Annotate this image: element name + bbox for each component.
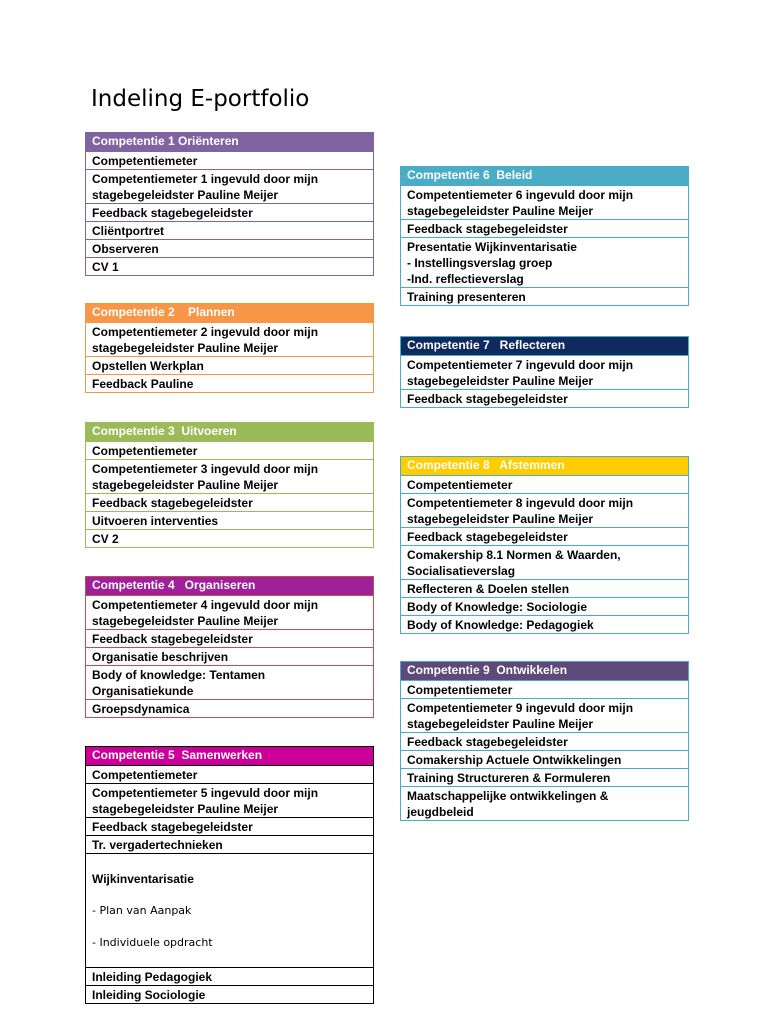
table-row: Feedback Pauline: [86, 374, 373, 392]
competentie-3-table: [85, 422, 374, 548]
table-row: Body of Knowledge: Sociologie: [401, 597, 688, 615]
sub-item: - Plan van Aanpak: [92, 904, 192, 917]
competentie-3-header: Competentie 3 Uitvoeren: [86, 423, 373, 441]
competentie-2-table: [85, 303, 374, 393]
table-row: Feedback stagebegeleidster: [401, 527, 688, 545]
competentie-7-table: [400, 336, 689, 408]
table-row: Competentiemeter: [86, 151, 373, 169]
competentie-8-table: [400, 456, 689, 634]
table-row: [86, 853, 373, 967]
table-row: Uitvoeren interventies: [86, 511, 373, 529]
table-row: Competentiemeter 5 ingevuld door mijn stagebegeleidster Pauline Meijer: [86, 783, 373, 817]
table-row: Competentiemeter 1 ingevuld door mijn stagebegeleidster Pauline Meijer: [86, 169, 373, 203]
table-row: CV 2: [86, 529, 373, 547]
table-row: Competentiemeter 3 ingevuld door mijn stagebegeleidster Pauline Meijer: [86, 459, 373, 493]
competentie-9-header: Competentie 9 Ontwikkelen: [401, 662, 688, 680]
table-row: Feedback stagebegeleidster: [401, 732, 688, 750]
table-row: Feedback stagebegeleidster: [86, 629, 373, 647]
competentie-7-header: Competentie 7 Reflecteren: [401, 337, 688, 355]
competentie-4-table: [85, 576, 374, 718]
table-row: Tr. vergadertechnieken: [86, 835, 373, 853]
competentie-5-header: Competentie 5 Samenwerken: [86, 747, 373, 765]
table-row: Observeren: [86, 239, 373, 257]
table-row: Training Structureren & Formuleren: [401, 768, 688, 786]
table-row: Competentiemeter: [401, 475, 688, 493]
table-row: Body of Knowledge: Pedagogiek: [401, 615, 688, 633]
table-row: Competentiemeter 9 ingevuld door mijn stagebegeleidster Pauline Meijer: [401, 698, 688, 732]
competentie-4-header: Competentie 4 Organiseren: [86, 577, 373, 595]
table-row: Comakership Actuele Ontwikkelingen: [401, 750, 688, 768]
table-row: Feedback stagebegeleidster: [86, 493, 373, 511]
competentie-9-table: [400, 661, 689, 821]
table-row: Inleiding Pedagogiek: [86, 967, 373, 985]
table-row: Cliëntportret: [86, 221, 373, 239]
table-row: Presentatie Wijkinventarisatie - Instellingsverslag groep -Ind. reflectieverslag: [401, 237, 688, 287]
table-row: Organisatie beschrijven: [86, 647, 373, 665]
competentie-8-header: Competentie 8 Afstemmen: [401, 457, 688, 475]
table-row: Competentiemeter: [86, 441, 373, 459]
table-row: Competentiemeter 8 ingevuld door mijn stagebegeleidster Pauline Meijer: [401, 493, 688, 527]
table-row: Body of knowledge: Tentamen Organisatiekunde: [86, 665, 373, 699]
competentie-1-header: Competentie 1 Oriënteren: [86, 133, 373, 151]
competentie-2-header: Competentie 2 Plannen: [86, 304, 373, 322]
competentie-6-header: Competentie 6 Beleid: [401, 167, 688, 185]
table-row: Competentiemeter: [401, 680, 688, 698]
sub-item: - Individuele opdracht: [92, 936, 213, 949]
page-title: Indeling E-portfolio: [91, 86, 310, 112]
table-row: Competentiemeter 6 ingevuld door mijn stagebegeleidster Pauline Meijer: [401, 185, 688, 219]
table-row: CV 1: [86, 257, 373, 275]
table-row: Inleiding Sociologie: [86, 985, 373, 1003]
table-row: Feedback stagebegeleidster: [86, 203, 373, 221]
table-row: Competentiemeter: [86, 765, 373, 783]
table-row: Competentiemeter 7 ingevuld door mijn stagebegeleidster Pauline Meijer: [401, 355, 688, 389]
competentie-6-table: [400, 166, 689, 306]
wijkinventarisatie-label: Wijkinventarisatie: [92, 872, 194, 886]
table-row: Groepsdynamica: [86, 699, 373, 717]
table-row: Reflecteren & Doelen stellen: [401, 579, 688, 597]
table-row: Feedback stagebegeleidster: [401, 219, 688, 237]
table-row: Training presenteren: [401, 287, 688, 305]
table-row: Competentiemeter 4 ingevuld door mijn stagebegeleidster Pauline Meijer: [86, 595, 373, 629]
table-row: Opstellen Werkplan: [86, 356, 373, 374]
table-row: Feedback stagebegeleidster: [401, 389, 688, 407]
competentie-5-table: [85, 746, 374, 1004]
competentie-1-table: [85, 132, 374, 276]
table-row: Comakership 8.1 Normen & Waarden, Socialisatieverslag: [401, 545, 688, 579]
table-row: Maatschappelijke ontwikkelingen & jeugdbeleid: [401, 786, 688, 820]
table-row: Competentiemeter 2 ingevuld door mijn stagebegeleidster Pauline Meijer: [86, 322, 373, 356]
table-row: Feedback stagebegeleidster: [86, 817, 373, 835]
